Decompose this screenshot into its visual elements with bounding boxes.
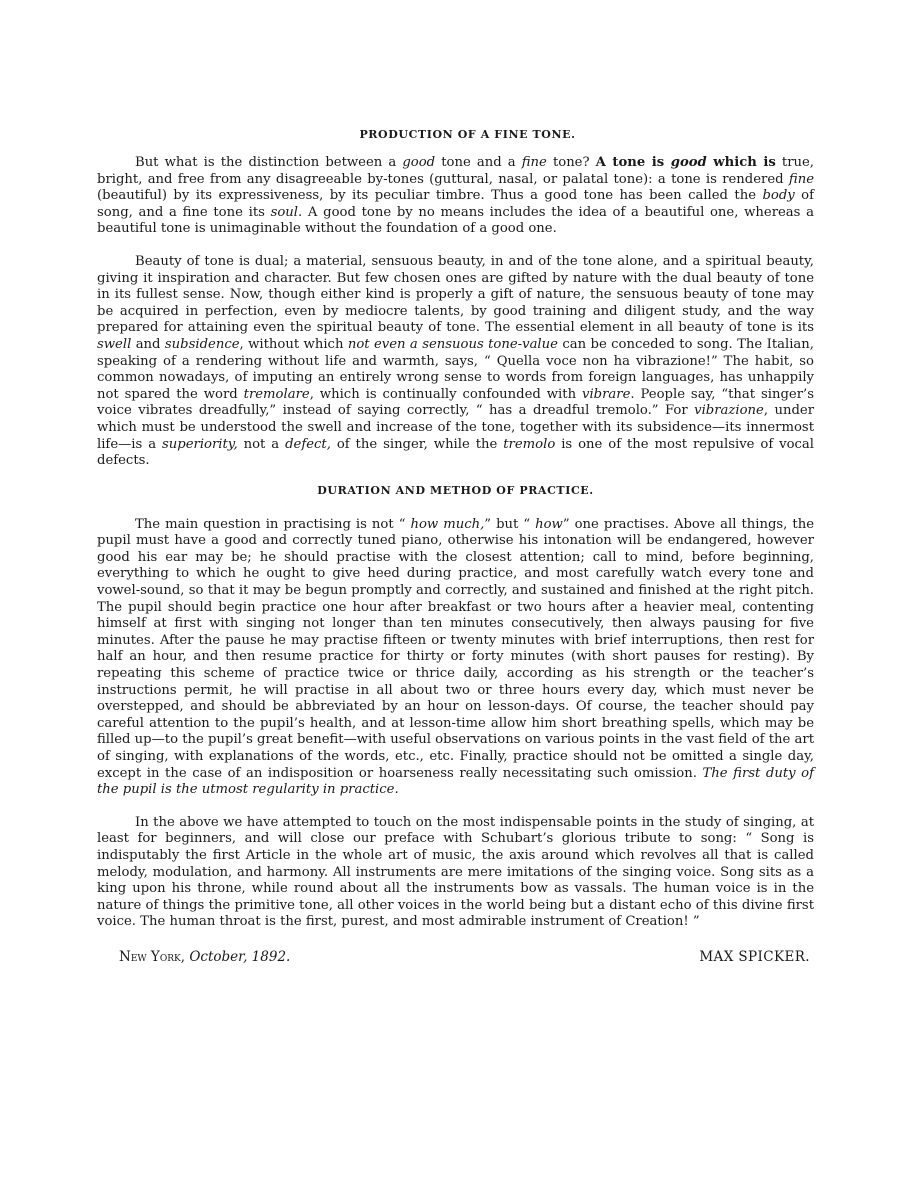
paragraph-schubart-tribute: In the above we have attempted to touch on the most indispensable points in the study of singing, at least for beginners, and will close our preface with Schubart’s glorious tribute to song: “ Song is indisputably the first Article in the whole art of music, the axis around which revolves all that is called melody, modulation, and harmony. All instruments are mere imitations of the singing voice. Song sits as a king upon his throne, while round about all the instruments bow as vassals. The human voice is in the nature of things the primitive tone, all other voices in the world being but a distant echo of this divine first voice. The human throat is the first, purest, and most admirable instrument of Creation! ” <box>97 814 814 930</box>
signature-author: MAX SPICKER. <box>699 948 810 965</box>
signature-date: October, 1892. <box>189 948 291 965</box>
section-title-duration: DURATION AND METHOD OF PRACTICE. <box>317 483 594 497</box>
place-date <box>119 949 290 965</box>
paragraph-distinction: But what is the distinction between a good tone and a fine tone? A tone is good which is true, bright, and free from any disagreeable by-tones (guttural, nasal, or palatal tone): a tone is rendered fine (beautiful) by its expressiveness, by its peculiar timbre. Thus a good tone has been called the body of song, and a fine tone its soul. A good tone by no means includes the idea of a beautiful one, whereas a beautiful tone is unimaginable without the foundation of a good one. <box>97 155 815 237</box>
signature-line <box>97 949 814 965</box>
paragraph-practice: The main question in practising is not “ how much,” but “ how” one practises. Above all things, the pupil must have a good and correctly tuned piano, otherwise his intonation will be endangered, however good his ear may be; he should practise with the closest attention; call to mind, before beginning, everything to which he ought to give heed during practice, and most carefully watch every tone and vowel-sound, so that it may be begun promptly and correctly, and sustained and finished at the right pitch. The pupil should begin practice one hour after breakfast or two hours after a heavier meal, contenting himself at first with singing not longer than ten minutes consecutively, then always pausing for five minutes. After the pause he may practise fifteen or twenty minutes with brief interruptions, then rest for half an hour, and then resume practice for thirty or forty minutes (with short pauses for resting). By repeating this scheme of practice twice or thrice daily, according as his strength or the teacher’s instructions permit, he will practise in all about two or three hours every day, which must never be overstepped, and should be abbreviated by an hour on lesson-days. Of course, the teacher should pay careful attention to the pupil’s health, and at lesson-time allow him short breathing spells, which may be filled up—to the pupil’s great benefit—with useful observations on various points in the vast field of the art of singing, with explanations of the words, etc., etc. Finally, practice should not be omitted a single day, except in the case of an indisposition or hoarseness really necessitating such omission. The first duty of the pupil is the utmost regularity in practice. <box>97 516 814 798</box>
section-title-production: PRODUCTION OF A FINE TONE. <box>359 128 576 141</box>
paragraph-beauty-of-tone: Beauty of tone is dual; a material, sensuous beauty, in and of the tone alone, and a spiritual beauty, giving it inspiration and character. But few chosen ones are gifted by nature with the dual beauty of tone in its fullest sense. Now, though either kind is properly a gift of nature, the sensuous beauty of tone may be acquired in perfection, even by mediocre talents, by good training and diligent study, and the way prepared for attaining even the spiritual beauty of tone. The essential element in all beauty of tone is its swell and subsidence, without which not even a sensuous tone-value can be conceded to song. The Italian, speaking of a rendering without life and warmth, says, “ Quella voce non ha vibrazione!” The habit, so common nowadays, of imputing an entirely wrong sense to words from foreign languages, has unhappily not spared the word tremolare, which is continually confounded with vibrare. People say, “that singer’s voice vibrates dreadfully,” instead of saying correctly, “ has a dreadful tremolo.” For vibrazione, under which must be understood the swell and increase of the tone, together with its subsidence—its innermost life—is a superiority, not a defect, of the singer, while the tremolo is one of the most repulsive of vocal defects. <box>97 253 815 469</box>
signature-place: New York, <box>119 948 186 965</box>
